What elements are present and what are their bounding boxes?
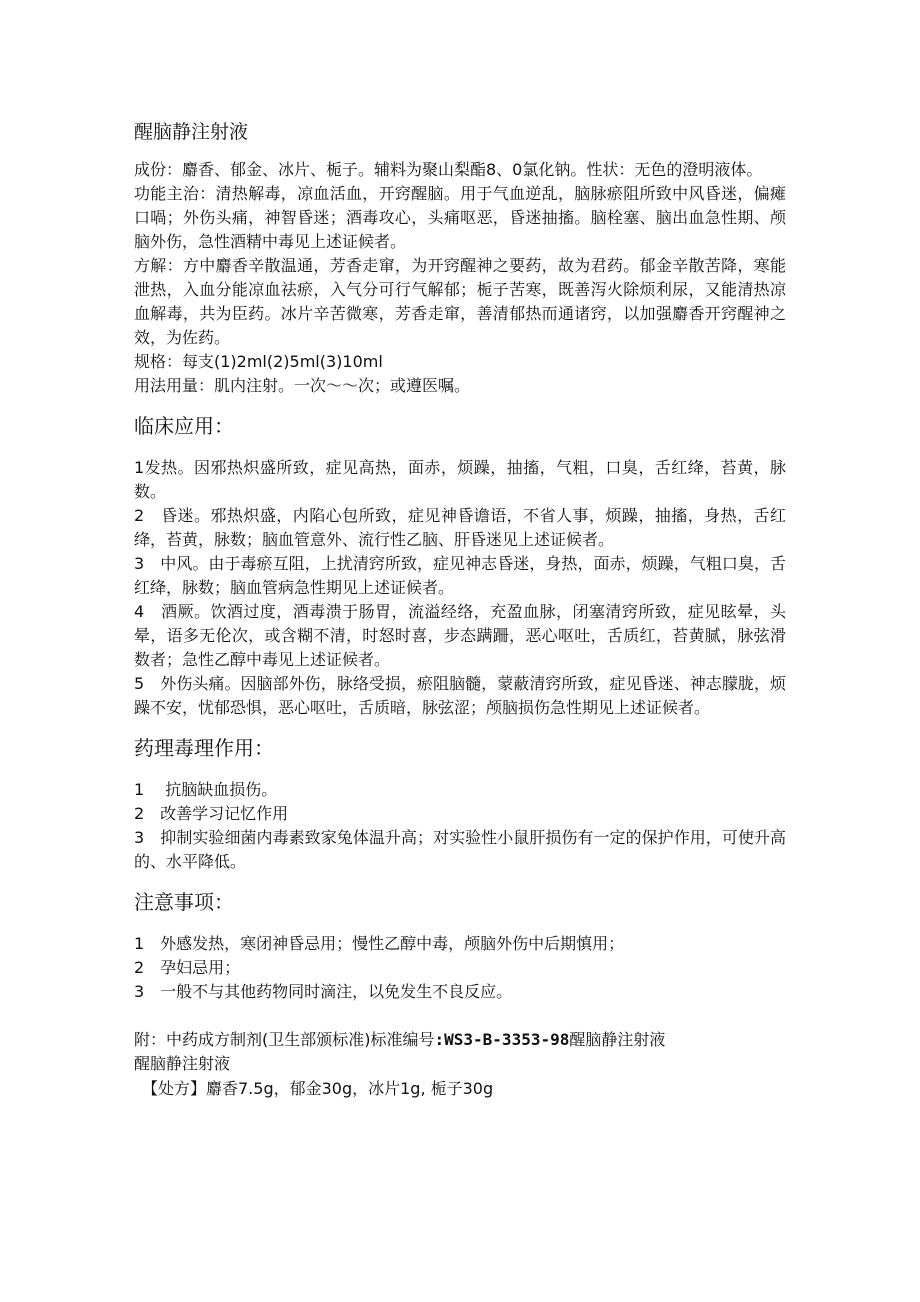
document-title: 醒脑静注射液 xyxy=(134,121,249,143)
clinical-item-stroke: 3 中风。由于毒瘀互阻，上扰清窍所致，症见神志昏迷，身热，面赤，烦躁，气粗口臭，舌红绛，脉数；脑血管病急性期见上述证候者。 xyxy=(134,554,786,597)
precaution-item-2: 2 孕妇忌用； xyxy=(134,958,241,977)
pharmacology-item-2: 2 改善学习记忆作用 xyxy=(134,804,289,823)
appendix-prefix: 附：中药成方制剂(卫生部颁标准)标准编号 xyxy=(134,1030,435,1049)
specification-paragraph: 规格：每支(1)2ml(2)5ml(3)10ml xyxy=(134,352,383,371)
pharmacology-item-3: 3 抑制实验细菌内毒素致家兔体温升高；对实验性小鼠肝损伤有一定的保护作用，可使升高的、水平降低。 xyxy=(134,828,786,871)
appendix-second-title: 醒脑静注射液 xyxy=(134,1054,231,1073)
ingredients-paragraph: 成份：麝香、郁金、冰片、栀子。辅料为聚山梨酯8、0氯化钠。性状：无色的澄明液体。 xyxy=(134,160,763,179)
clinical-item-fever: 1发热。因邪热炽盛所致，症见高热，面赤，烦躁，抽搐，气粗，口臭，舌红绛，苔黄，脉数。 xyxy=(134,458,786,501)
clinical-item-headache: 5 外伤头痛。因脑部外伤，脉络受损，瘀阻脑髓，蒙蔽清窍所致，症见昏迷、神志朦胧，烦躁不安，忧郁恐惧，恶心呕吐，舌质暗，脉弦涩；颅脑损伤急性期见上述证候者。 xyxy=(134,674,786,717)
precautions-heading: 注意事项： xyxy=(134,890,234,914)
formula-explanation-paragraph: 方解：方中麝香辛散温通，芳香走窜，为开窍醒神之要药，故为君药。郁金辛散苦降，寒能泄热，入血分能凉血祛瘀，入气分可行气解郁；栀子苦寒，既善泻火除烦利尿，又能清热凉血解毒，共为臣药。冰片辛苦微寒，芳香走窜，善清郁热而通诸窍，以加强麝香开窍醒神之效，为佐药。 xyxy=(134,256,786,347)
clinical-item-alcohol: 4 酒厥。饮酒过度，酒毒溃于肠胃，流溢经络，充盈血脉，闭塞清窍所致，症见眩晕，头晕，语多无伦次，或含糊不清，时怒时喜，步态蹒跚，恶心呕吐，舌质红，苔黄腻，脉弦滑数者；急性乙醇中毒见上述证候者。 xyxy=(134,602,786,669)
pharmacology-heading: 药理毒理作用： xyxy=(134,736,274,760)
appendix-suffix: 醒脑静注射液 xyxy=(569,1030,666,1049)
precaution-item-1: 1 外感发热，寒闭神昏忌用；慢性乙醇中毒，颅脑外伤中后期慎用； xyxy=(134,934,625,953)
clinical-item-coma: 2 昏迷。邪热炽盛，内陷心包所致，症见神昏谵语，不省人事，烦躁，抽搐，身热，舌红绛，苔黄，脉数；脑血管意外、流行性乙脑、肝昏迷见上述证候者。 xyxy=(134,506,786,549)
indications-paragraph: 功能主治：清热解毒，凉血活血，开窍醒脑。用于气血逆乱，脑脉瘀阻所致中风昏迷，偏瘫口喎；外伤头痛，神智昏迷；酒毒攻心，头痛呕恶，昏迷抽搐。脑栓塞、脑出血急性期、颅脑外伤，急性酒精中毒见上述证候者。 xyxy=(134,184,786,251)
prescription-line: 【处方】麝香7.5g，郁金30g，冰片1g, 栀子30g xyxy=(142,1079,494,1098)
precaution-item-3: 3 一般不与其他药物同时滴注，以免发生不良反应。 xyxy=(134,982,513,1001)
pharmacology-item-1: 1 抗脑缺血损伤。 xyxy=(134,780,278,799)
clinical-heading: 临床应用： xyxy=(134,414,234,438)
appendix-line xyxy=(134,1028,786,1052)
dosage-paragraph: 用法用量：肌内注射。一次～～次；或遵医嘱。 xyxy=(134,376,471,395)
document-page xyxy=(134,118,786,1102)
standard-code: :WS3-B-3353-98 xyxy=(434,1030,570,1049)
